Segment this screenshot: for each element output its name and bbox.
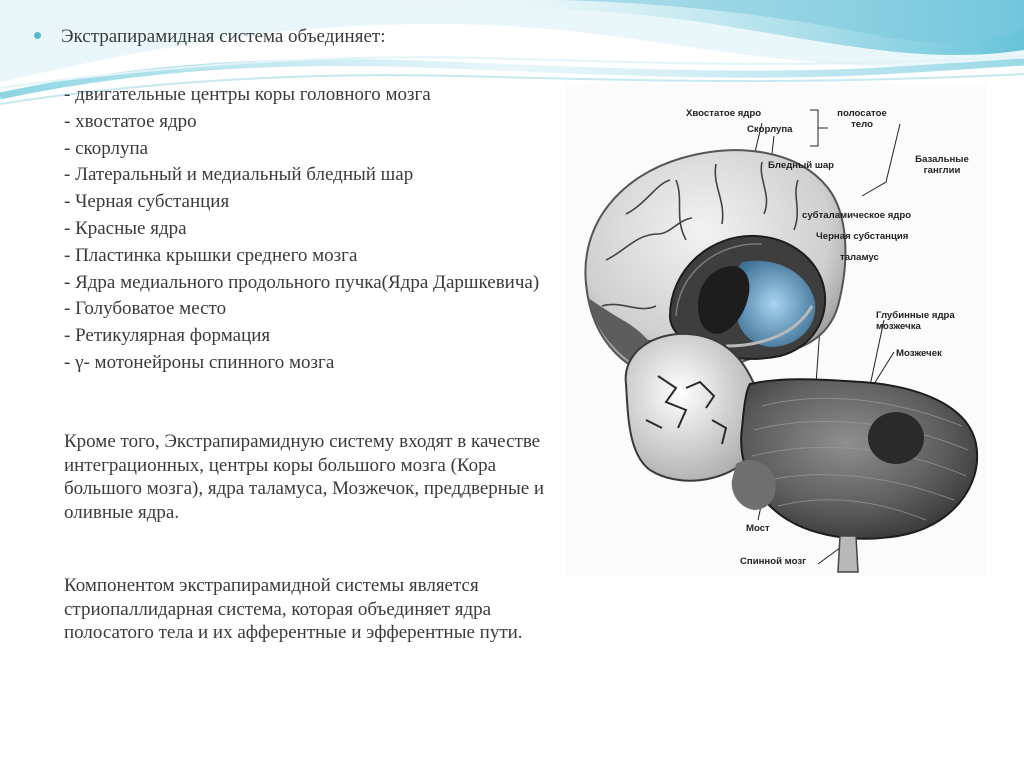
label-deep-line2: мозжечка (876, 321, 921, 332)
intro-row (34, 24, 385, 50)
label-deep-line1: Глубинные ядра (876, 310, 955, 321)
list-item: - хвостатое ядро (64, 110, 197, 132)
list-item: - Латеральный и медиальный бледный шар (64, 164, 414, 186)
list-item: - Голубоватое место (64, 298, 227, 320)
list-item: - Ядра медиального продольного пучка(Ядра Даршкевича) (64, 271, 540, 293)
list-item: - Черная субстанция (64, 191, 230, 213)
label-striatum-line1: полосатое (837, 108, 887, 119)
label-basal-line2: ганглии (923, 165, 961, 176)
paragraph-integration: Кроме того, Экстрапирамидную систему входят в качестве интеграционных, центры коры большого мозга (Кора большого мозга), ядра таламуса, Мозжечок, преддверные и оливные ядра. (64, 431, 545, 523)
list-item: - двигательные центры коры головного мозга (64, 84, 431, 105)
label-caudate: Хвостатое ядро (686, 108, 762, 119)
deep-cerebellar-nuclei (868, 412, 924, 464)
label-basal-ganglia (902, 154, 982, 176)
label-cerebellum: Мозжечек (896, 348, 942, 359)
list-item: - Пластинка крышки среднего мозга (64, 244, 358, 266)
label-basal-line1: Базальные (915, 154, 969, 165)
component-list (64, 82, 574, 377)
paragraph-striopallidar: Компонентом экстрапирамидной системы является стриопаллидарная система, которая объединяет ядра полосатого тела и их афферентные и эфферентные пути. (64, 575, 523, 643)
label-putamen: Скорлупа (747, 124, 793, 135)
label-spinal-cord: Спинной мозг (740, 556, 807, 567)
spinal-cord (838, 536, 858, 572)
label-globus-pallidus: Бледный шар (768, 160, 835, 171)
intro-text: Экстрапирамидная система объединяет: (61, 26, 386, 47)
list-item: - γ- мотонейроны спинного мозга (64, 351, 335, 373)
bullet-dot-icon (34, 32, 41, 39)
list-item: - скорлупа (64, 137, 149, 159)
label-substantia-nigra: Черная субстанция (816, 231, 909, 242)
label-striatum (828, 108, 896, 130)
label-striatum-line2: тело (851, 119, 873, 130)
label-deep-nuclei (876, 310, 955, 332)
brain-diagram (566, 84, 986, 576)
list-item: - Красные ядра (64, 217, 187, 239)
list-item: - Ретикулярная формация (64, 325, 271, 347)
label-pons: Мост (746, 523, 770, 534)
label-thalamus: таламус (840, 252, 879, 263)
label-subthalamic: субталамическое ядро (802, 210, 912, 221)
